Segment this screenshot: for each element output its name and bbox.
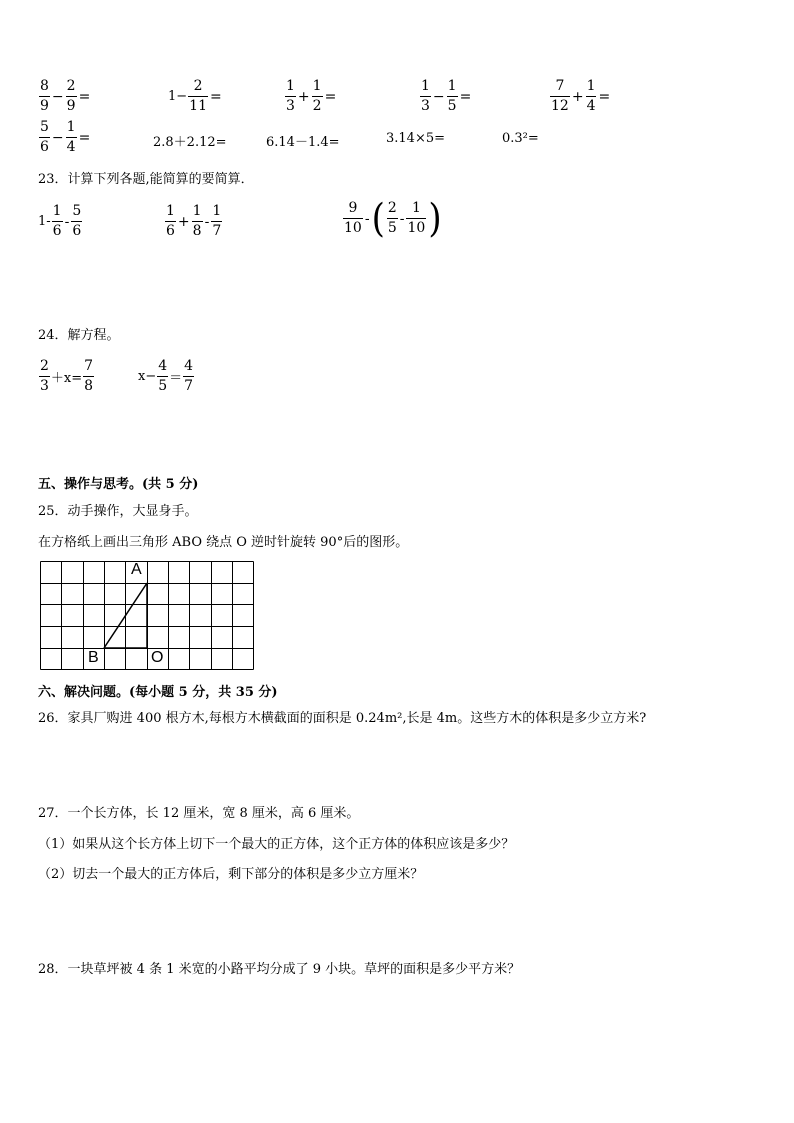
label-b: B [88, 649, 99, 666]
expr-row1-2 [168, 78, 223, 115]
numerator: 4 [184, 358, 194, 374]
fraction [157, 358, 168, 395]
operator: − [432, 88, 445, 105]
denominator: 5 [387, 220, 397, 236]
fraction [71, 203, 82, 240]
fraction [83, 358, 94, 395]
expression-text: ＝ [169, 371, 183, 386]
numerator: 1 [192, 203, 202, 219]
q23-expr-2 [164, 203, 223, 240]
fraction [188, 78, 208, 115]
grid-paper [40, 561, 256, 675]
expr-row2-5: 0.3²= [502, 131, 539, 146]
fraction [586, 78, 597, 115]
operator: − [51, 88, 64, 105]
expr-row1-5 [549, 78, 611, 115]
denominator: 6 [166, 223, 175, 239]
denominator: 10 [344, 220, 362, 236]
numerator: 7 [555, 78, 565, 94]
denominator: 7 [184, 378, 194, 394]
numerator: 1 [447, 78, 457, 94]
q26-text: 26．家具厂购进 400 根方木,每根方木横截面的面积是 0.24m²,长是 4m。这些方木的体积是多少立方米? [38, 711, 647, 726]
fraction [211, 203, 222, 240]
numerator: 2 [387, 200, 397, 216]
q27-part-1: （1）如果从这个长方体上切下一个最大的正方体，这个正方体的体积应该是多少？ [38, 837, 515, 852]
fraction [285, 78, 296, 115]
operator: = [78, 129, 91, 146]
numerator: 4 [158, 358, 168, 374]
operator: - [64, 213, 70, 230]
numerator: 1 [312, 78, 322, 94]
denominator: 3 [40, 378, 49, 394]
q25-title: 25．动手操作，大显身手。 [38, 504, 198, 519]
numerator: 7 [84, 358, 94, 374]
denominator: 3 [286, 98, 295, 114]
fraction [39, 358, 50, 395]
grid-svg [40, 561, 256, 671]
q23-expr-1 [38, 203, 83, 240]
q28-text: 28．一块草坪被 4 条 1 米宽的小路平均分成了 9 小块。草坪的面积是多少平方米？ [38, 962, 521, 977]
fraction [312, 78, 323, 115]
q23-expr-3 [342, 195, 443, 242]
q23-title: 23．计算下列各题,能简算的要简算． [38, 172, 254, 187]
operator: − [51, 129, 64, 146]
denominator: 9 [66, 98, 76, 114]
denominator: 8 [192, 223, 202, 239]
denominator: 6 [72, 223, 82, 239]
fraction [52, 203, 63, 240]
operator: - [364, 210, 370, 227]
q24-expr-2 [138, 358, 195, 395]
q27-part-2: （2）切去一个最大的正方体后，剩下部分的体积是多少立方厘米？ [38, 867, 424, 882]
numerator: 1 [411, 200, 421, 216]
numerator: 5 [40, 119, 49, 135]
denominator: 8 [84, 378, 94, 394]
denominator: 2 [312, 98, 322, 114]
fraction [39, 78, 50, 115]
numerator: 8 [40, 78, 49, 94]
numerator: 2 [66, 78, 76, 94]
operator: + [571, 88, 584, 105]
operator: = [324, 88, 337, 105]
numerator: 2 [193, 78, 203, 94]
denominator: 6 [52, 223, 62, 239]
numerator: 2 [40, 358, 49, 374]
operator: = [78, 88, 91, 105]
operator: - [399, 210, 405, 227]
expr-row2-4: 3.14×5= [386, 131, 446, 146]
expr-row2-1 [38, 119, 91, 156]
fraction [66, 78, 77, 115]
label-a: A [131, 561, 142, 578]
expression-text: 1- [38, 214, 51, 229]
label-o: O [151, 649, 164, 666]
expr-row1-4 [419, 78, 472, 115]
denominator: 5 [447, 98, 457, 114]
operator: = [210, 88, 222, 105]
fraction [165, 203, 176, 240]
denominator: 9 [40, 98, 49, 114]
numerator: 1 [66, 119, 76, 135]
operator: - [204, 213, 210, 230]
fraction [66, 119, 77, 156]
fraction [39, 119, 50, 156]
fraction [387, 200, 398, 237]
q24-title: 24．解方程。 [38, 328, 120, 343]
operator: = [598, 88, 611, 105]
denominator: 12 [551, 98, 569, 114]
operator: = [459, 88, 472, 105]
numerator: 1 [586, 78, 596, 94]
operator: + [177, 213, 190, 230]
numerator: 1 [212, 203, 222, 219]
parenthesis: ( [371, 195, 385, 242]
denominator: 6 [40, 139, 49, 155]
denominator: 10 [407, 220, 426, 236]
q24-expr-1 [38, 358, 95, 395]
section-6-heading: 六、解决问题。(每小题 5 分，共 35 分) [38, 685, 278, 700]
expression-text: ＋x= [50, 371, 83, 386]
denominator: 4 [66, 139, 76, 155]
denominator: 3 [421, 98, 430, 114]
fraction [420, 78, 431, 115]
operator: + [297, 88, 310, 105]
fraction [550, 78, 570, 115]
fraction [183, 358, 194, 395]
denominator: 5 [158, 378, 168, 394]
parenthesis: ) [428, 195, 442, 242]
numerator: 1 [286, 78, 295, 94]
numerator: 1 [52, 203, 62, 219]
fraction [406, 200, 426, 237]
denominator: 4 [586, 98, 596, 114]
fraction [447, 78, 458, 115]
section-5-heading: 五、操作与思考。(共 5 分) [38, 477, 199, 492]
numerator: 1 [166, 203, 175, 219]
expression-text: x− [138, 369, 157, 384]
expr-row1-3 [284, 78, 337, 115]
expression-text: 1− [168, 89, 188, 104]
fraction [343, 200, 363, 237]
numerator: 1 [421, 78, 430, 94]
q27-text: 27．一个长方体，长 12 厘米，宽 8 厘米，高 6 厘米。 [38, 806, 360, 821]
numerator: 5 [72, 203, 82, 219]
q25-instruction: 在方格纸上画出三角形 ABO 绕点 O 逆时针旋转 90°后的图形。 [38, 535, 409, 550]
fraction [192, 203, 203, 240]
expr-row2-2: 2.8＋2.12= [153, 135, 227, 150]
expr-row2-3: 6.14－1.4= [266, 135, 340, 150]
denominator: 11 [189, 98, 207, 114]
expr-row1-1 [38, 78, 91, 115]
numerator: 9 [348, 200, 358, 216]
denominator: 7 [212, 223, 222, 239]
